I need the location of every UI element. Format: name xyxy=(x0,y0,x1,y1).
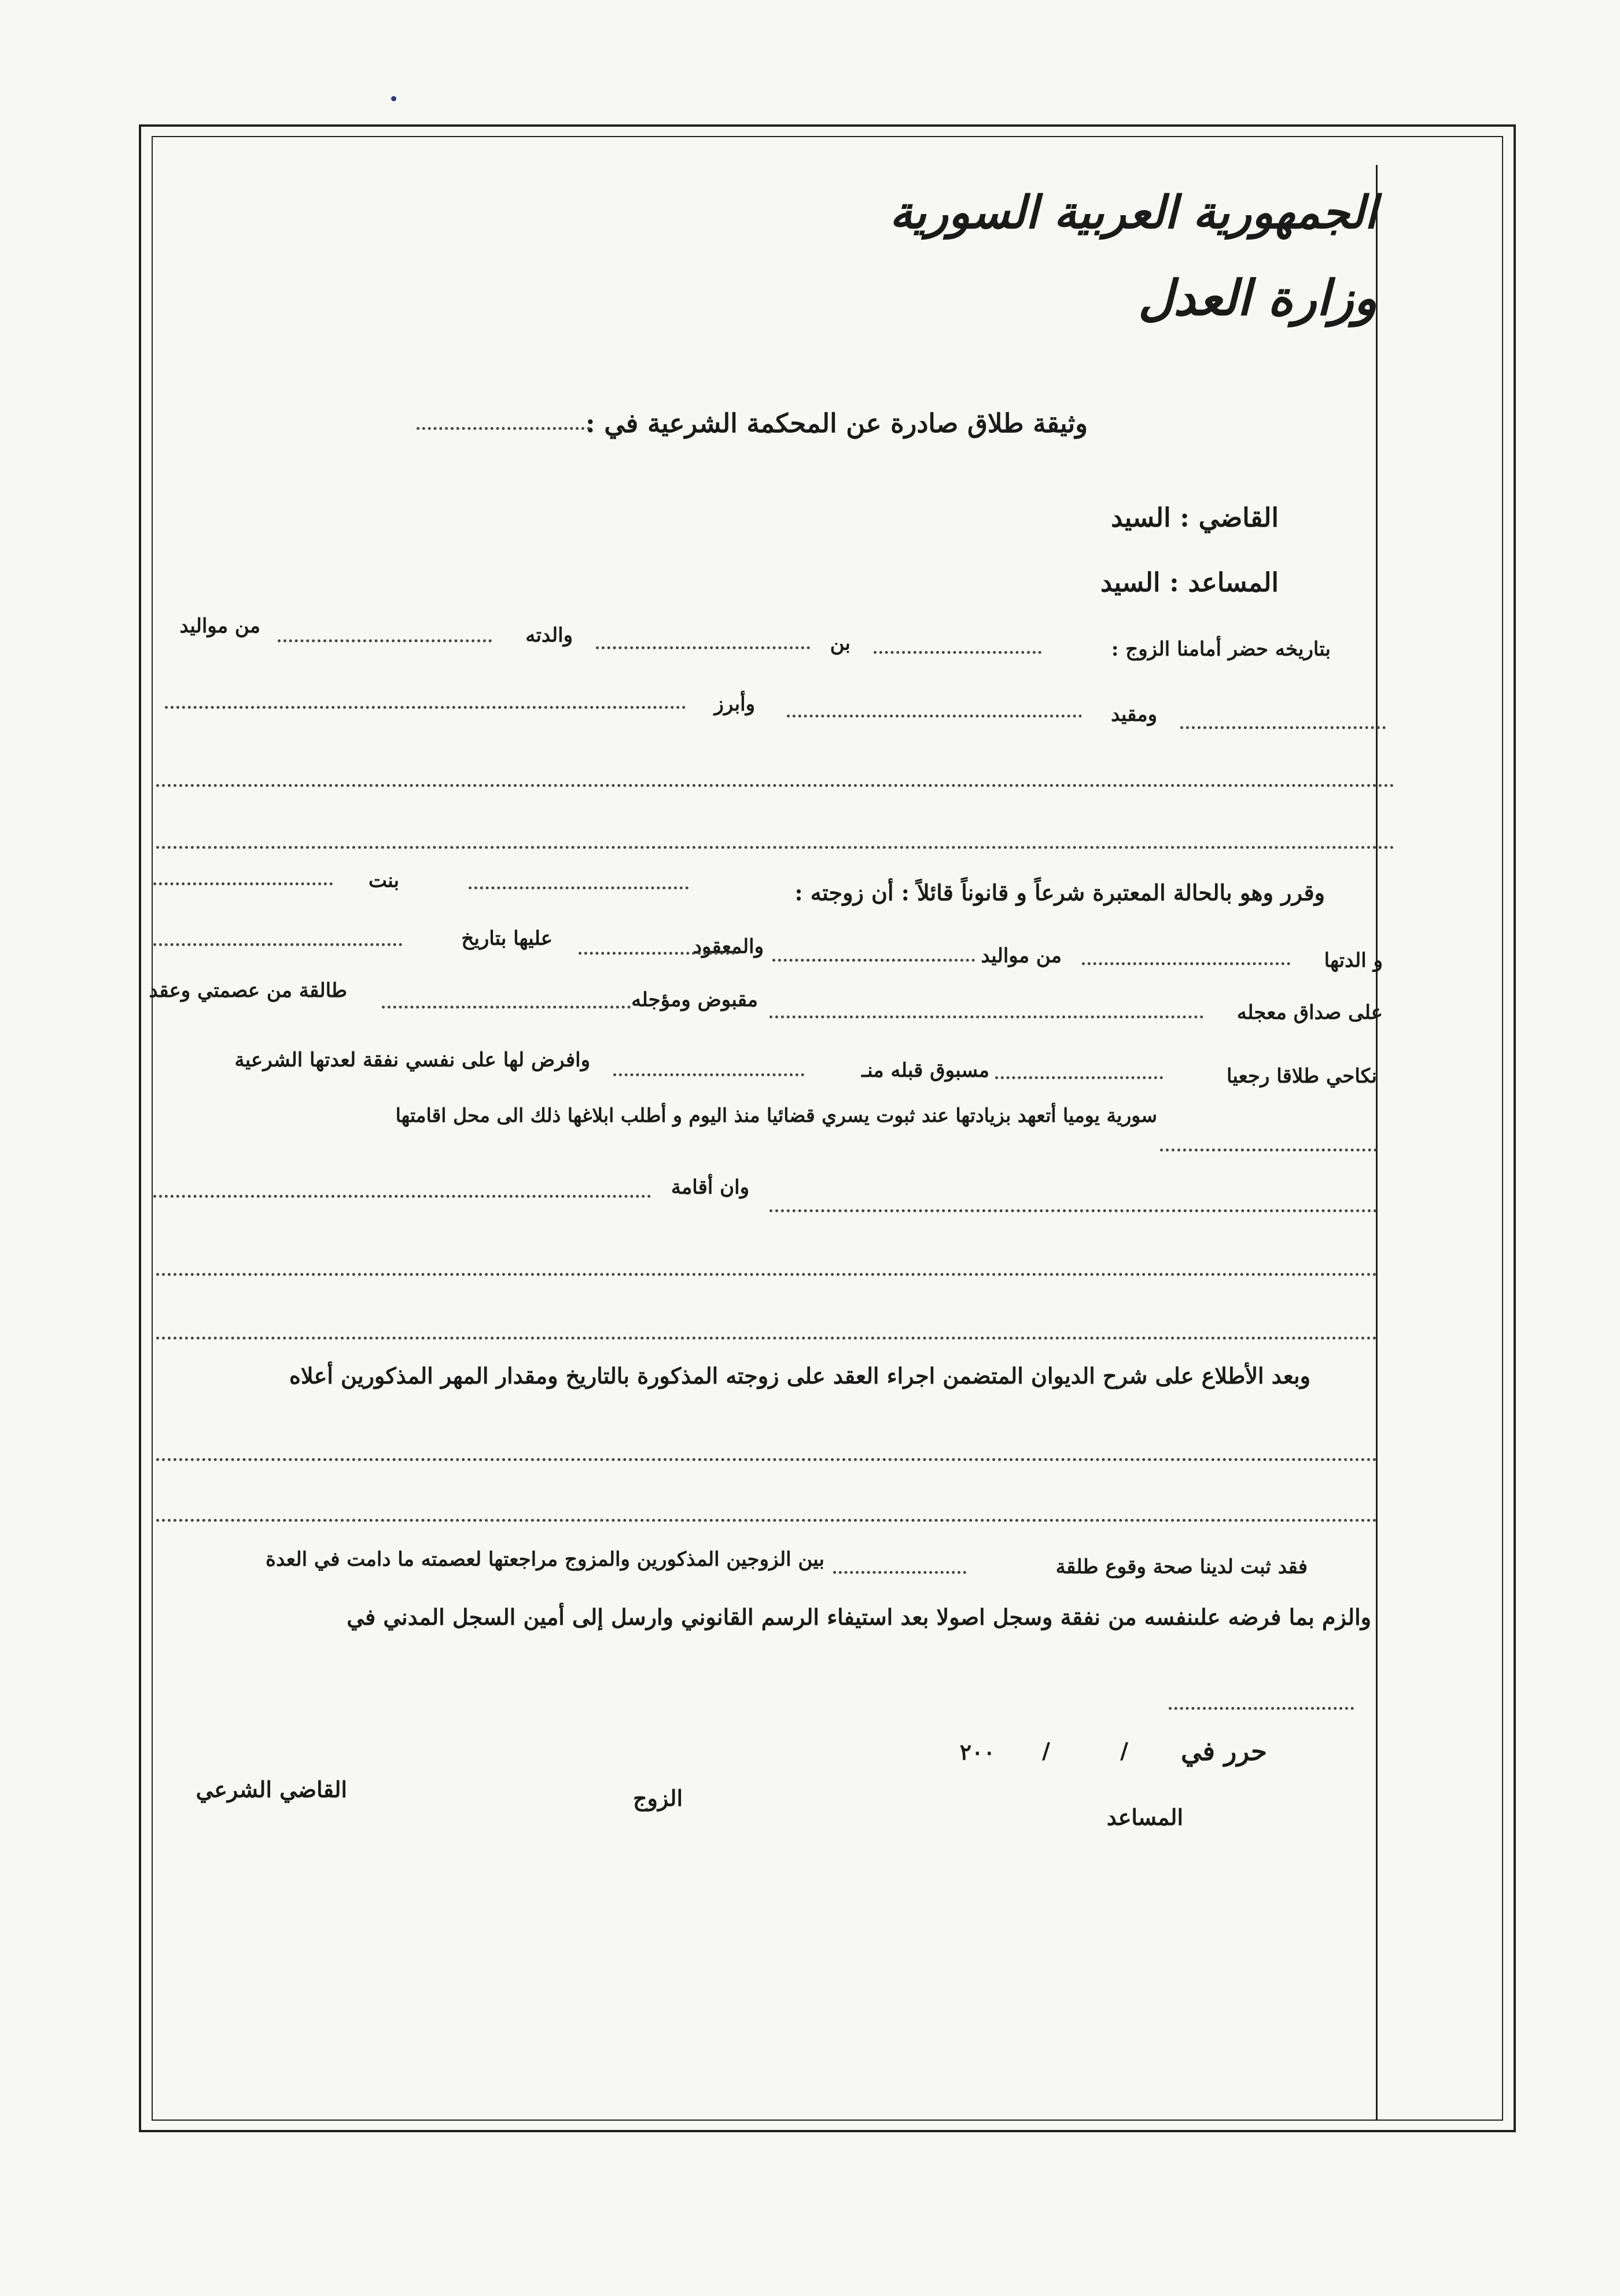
blank xyxy=(1180,726,1386,729)
revocable-label: نكاحي طلاقا رجعيا xyxy=(1226,1065,1377,1088)
margin-rule xyxy=(1376,165,1378,2121)
blank-line xyxy=(156,1519,1377,1522)
blank-line xyxy=(156,1458,1377,1461)
blank xyxy=(278,639,492,642)
presented-label: وأبرز xyxy=(714,693,755,716)
judge-signature-label: القاضي الشرعي xyxy=(196,1776,347,1802)
born-label: من مواليد xyxy=(179,615,260,638)
ministry-header: وزارة العدل xyxy=(1138,269,1377,326)
blank xyxy=(596,646,810,649)
blank xyxy=(770,1015,1203,1018)
husband-signature-label: الزوج xyxy=(633,1785,683,1811)
son-of-label: بن xyxy=(830,632,851,655)
blank xyxy=(579,952,735,955)
blank xyxy=(770,1209,1377,1212)
blank xyxy=(382,1006,631,1009)
blank-line xyxy=(156,1337,1377,1340)
review-text: وبعد الأطلاع على شرح الديوان المتضمن اجراء العقد على زوجته المذكورة بالتاريخ ومقدار المهر المذكورين أعلاه xyxy=(289,1363,1310,1389)
blank xyxy=(613,1073,804,1076)
mother-label: والدته xyxy=(525,624,573,647)
registered-label: ومقيد xyxy=(1111,703,1157,726)
dowry-label: على صداق معجله xyxy=(1236,1001,1383,1024)
document-title: وثيقة طلاق صادرة عن المحكمة الشرعية في : xyxy=(586,408,1088,439)
wife-born-label: من مواليد xyxy=(981,944,1062,967)
contract-date-label: عليها بتاريخ xyxy=(461,927,553,950)
received-label: مقبوض ومؤجله xyxy=(631,988,758,1011)
undertaking-text: سورية يوميا أتعهد بزيادتها عند ثبوت يسري قضائيا منذ اليوم و أطلب ابلاغها ذلك الى محل اقامتها xyxy=(395,1104,1157,1127)
alimony-label: وافرض لها على نفسي نفقة لعدتها الشرعية xyxy=(234,1048,590,1072)
wife-mother-label: و الدتها xyxy=(1324,949,1383,972)
blank xyxy=(1082,962,1290,965)
assistant-signature-label: المساعد xyxy=(1106,1804,1183,1830)
date-label: حرر في xyxy=(1180,1736,1267,1767)
preceded-label: مسبوق قبله منـ xyxy=(861,1059,989,1082)
assistant-label: المساعد : السيد xyxy=(1100,567,1279,598)
ink-dot xyxy=(391,96,396,101)
daughter-label: بنت xyxy=(368,869,399,892)
divorced-label: طالقة من عصمتي وعقد xyxy=(149,979,347,1002)
date-year: ٢٠٠ xyxy=(959,1739,995,1765)
court-blank xyxy=(417,427,590,430)
blank xyxy=(995,1076,1163,1079)
declaration-text: وقرر وهو بالحالة المعتبرة شرعاً و قانوناً قائلاً : أن زوجته : xyxy=(794,880,1325,906)
blank xyxy=(469,886,689,889)
proven-label: فقد ثبت لدينا صحة وقوع طلقة xyxy=(1055,1555,1308,1578)
republic-header: الجمهورية العربية السورية xyxy=(889,186,1377,239)
blank xyxy=(1160,1149,1377,1151)
blank xyxy=(153,1195,651,1198)
contracted-label: والمعقود xyxy=(693,935,764,958)
blank xyxy=(874,651,1041,654)
blank xyxy=(153,943,402,946)
husband-label: بتاريخه حضر أمامنا الزوج : xyxy=(1111,638,1331,661)
civil-registry-blank xyxy=(1169,1707,1354,1710)
blank-line xyxy=(156,1273,1377,1276)
blank xyxy=(787,715,1082,718)
obligation-text: والزم بما فرضه علىنفسه من نفقة وسجل اصولا بعد استيفاء الرسم القانوني وارسل إلى أمين السجل المدني في xyxy=(347,1604,1371,1630)
blank-line xyxy=(156,784,1394,787)
date-separator-1: / xyxy=(1120,1738,1128,1764)
date-separator-2: / xyxy=(1042,1738,1050,1764)
blank xyxy=(165,706,686,709)
residence-label: وان أقامة xyxy=(671,1176,749,1199)
blank-line xyxy=(156,846,1394,849)
judge-label: القاضي : السيد xyxy=(1111,502,1279,533)
proven-text: بين الزوجين المذكورين والمزوج مراجعتها لعصمته ما دامت في العدة xyxy=(266,1548,824,1571)
blank xyxy=(772,959,975,962)
blank xyxy=(153,882,333,885)
blank xyxy=(833,1571,966,1574)
